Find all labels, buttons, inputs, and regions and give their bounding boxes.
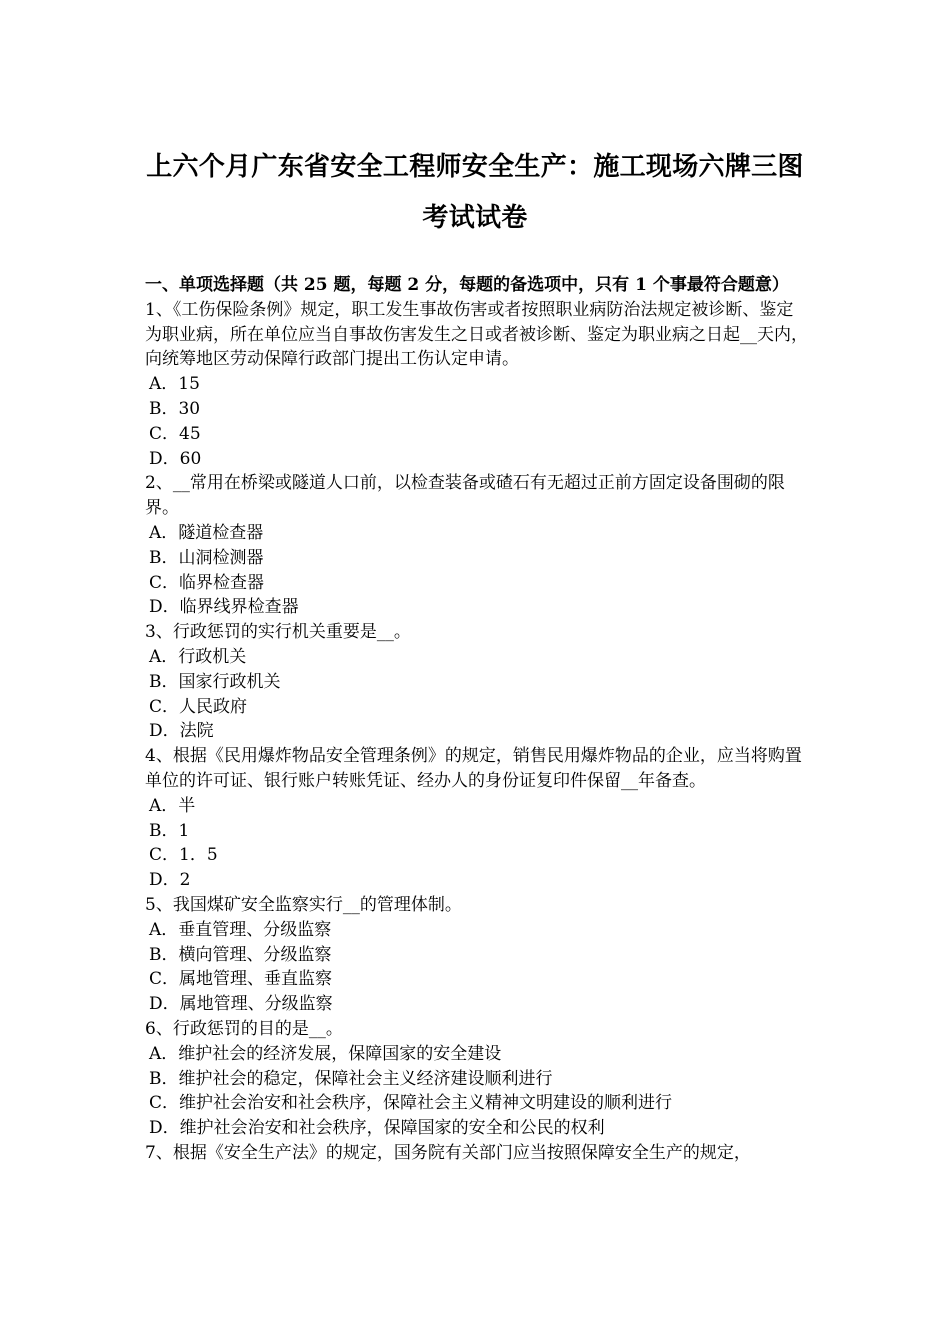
option-d: D．临界线界检查器 bbox=[149, 597, 299, 618]
question-stem: 6、行政惩罚的目的是__。 bbox=[145, 1018, 343, 1039]
option-a: A．行政机关 bbox=[149, 646, 247, 667]
question-4 bbox=[145, 744, 810, 893]
question-1 bbox=[145, 298, 810, 472]
option-c: C．人民政府 bbox=[149, 696, 248, 717]
question-stem: 5、我国煤矿安全监察实行__的管理体制。 bbox=[145, 894, 462, 915]
option-c: C．属地管理、垂直监察 bbox=[149, 969, 333, 990]
option-d: D．2 bbox=[149, 870, 191, 891]
option-b: B．国家行政机关 bbox=[149, 671, 281, 692]
question-7 bbox=[145, 1141, 810, 1166]
section-header: 一、单项选择题（共 25 题，每题 2 分，每题的备选项中，只有 1 个事最符合题意） bbox=[145, 275, 789, 295]
option-b: B．维护社会的稳定，保障社会主义经济建设顺利进行 bbox=[149, 1068, 553, 1089]
option-d: D．维护社会治安和社会秩序，保障国家的安全和公民的权利 bbox=[149, 1118, 605, 1139]
question-3 bbox=[145, 620, 810, 744]
question-stem: 7、根据《安全生产法》的规定，国务院有关部门应当按照保障安全生产的规定， bbox=[145, 1142, 751, 1163]
question-2 bbox=[145, 471, 810, 620]
option-c: C．1．5 bbox=[149, 845, 218, 866]
question-6 bbox=[145, 1017, 810, 1141]
option-d: D．法院 bbox=[149, 721, 214, 742]
option-a: A．垂直管理、分级监察 bbox=[149, 919, 332, 940]
question-stem: 2、__常用在桥梁或隧道人口前，以检查装备或碴石有无超过正前方固定设备围砌的限界。 bbox=[145, 473, 785, 519]
option-c: C．45 bbox=[149, 423, 201, 444]
option-b: B．1 bbox=[149, 820, 190, 841]
option-b: B．横向管理、分级监察 bbox=[149, 944, 332, 965]
option-d: D．属地管理、分级监察 bbox=[149, 994, 333, 1015]
question-stem: 4、根据《民用爆炸物品安全管理条例》的规定，销售民用爆炸物品的企业，应当将购置单位的许可证、银行账户转账凭证、经办人的身份证复印件保留__年备查。 bbox=[145, 746, 802, 791]
option-a: A．隧道检查器 bbox=[149, 522, 264, 543]
document-title-line-1: 上六个月广东省安全工程师安全生产：施工现场六牌三图 bbox=[146, 152, 804, 182]
option-a: A．半 bbox=[149, 795, 196, 816]
question-stem: 3、行政惩罚的实行机关重要是__。 bbox=[145, 622, 411, 643]
option-a: A．15 bbox=[149, 374, 200, 395]
option-b: B．山洞检测器 bbox=[149, 547, 264, 568]
document-title-line-2: 考试试卷 bbox=[422, 203, 528, 233]
question-5 bbox=[145, 893, 810, 1017]
option-a: A．维护社会的经济发展，保障国家的安全建设 bbox=[149, 1043, 502, 1064]
document-body bbox=[145, 273, 810, 1166]
option-c: C．临界检查器 bbox=[149, 572, 265, 593]
question-stem: 1、《工伤保险条例》规定，职工发生事故伤害或者按照职业病防治法规定被诊断、鉴定为职业病，所在单位应当自事故伤害发生之日或者被诊断、鉴定为职业病之日起__天内，向统筹地区劳动保障行政部门提出工伤认定申请。 bbox=[145, 299, 808, 370]
option-d: D．60 bbox=[149, 448, 202, 469]
option-c: C．维护社会治安和社会秩序，保障社会主义精神文明建设的顺利进行 bbox=[149, 1093, 673, 1114]
option-b: B．30 bbox=[149, 398, 201, 419]
